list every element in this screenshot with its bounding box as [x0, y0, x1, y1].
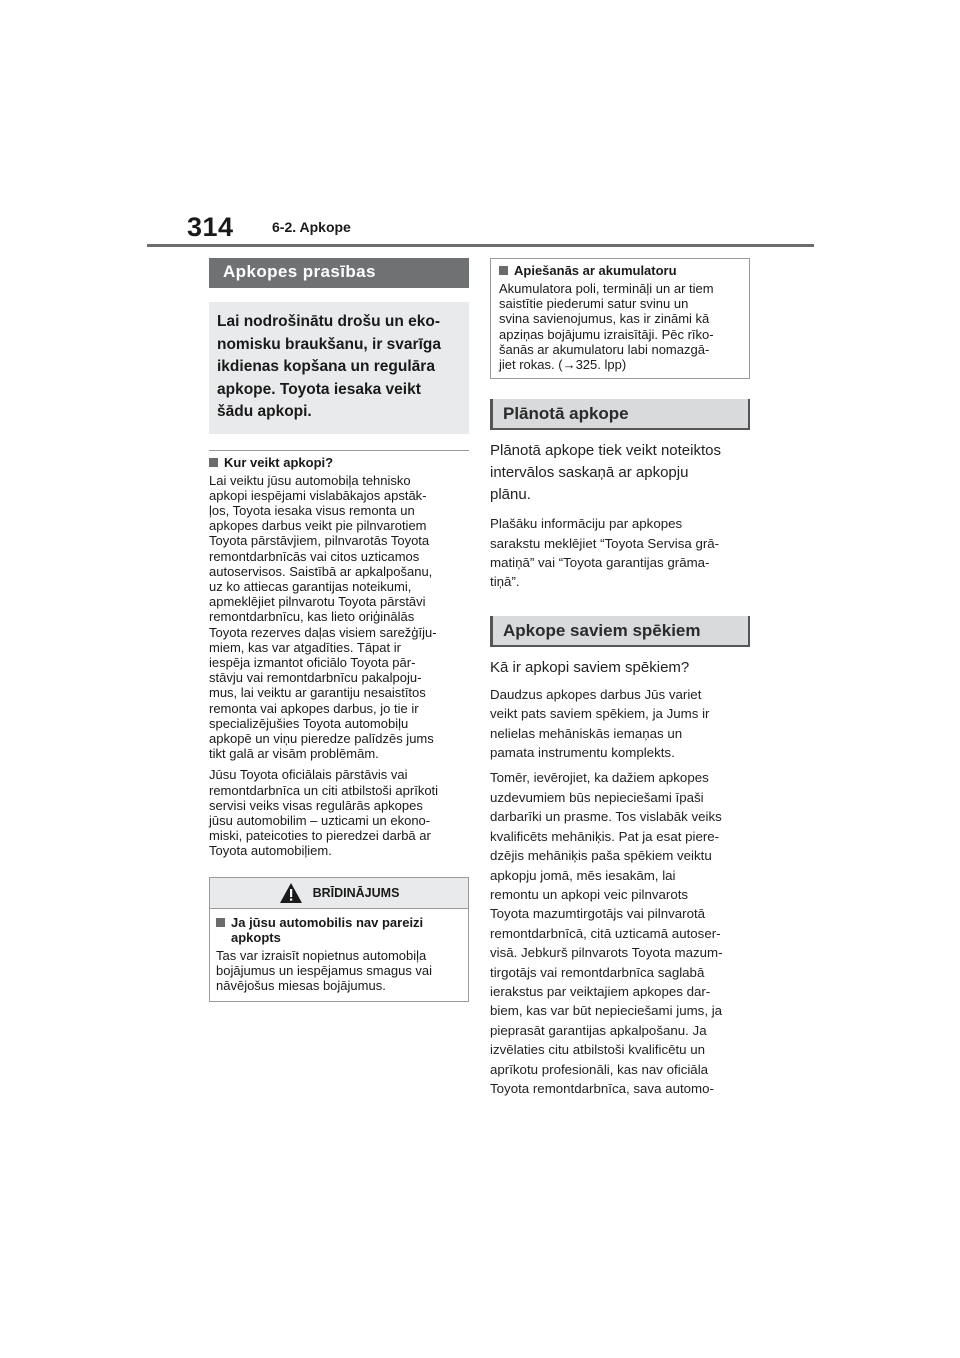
warning-triangle-icon	[279, 882, 303, 904]
intro-box	[209, 302, 469, 434]
warning-header	[210, 878, 468, 909]
section-title: 6-2. Apkope	[272, 219, 351, 235]
intro-line: Lai nodrošinātu drošu un eko-	[217, 313, 441, 330]
right-column	[490, 258, 750, 1098]
square-bullet-icon	[499, 266, 508, 275]
square-bullet-icon	[216, 918, 225, 927]
warning-heading: Ja jūsu automobilis nav pareizi apkopts	[216, 915, 462, 945]
header-divider	[147, 244, 814, 247]
battery-heading: Apiešanās ar akumulatoru	[499, 263, 741, 278]
intro-line: šādu apkopi.	[217, 403, 312, 420]
intro-line: nomisku braukšanu, ir svarīga	[217, 335, 441, 353]
planned-text: Plašāku informāciju par apkopes sarakstu meklējiet “Toyota Servisa grā- matiņā” vai “Toyota garantijas grāma- tiņā”.	[490, 516, 720, 590]
warning-box	[209, 877, 469, 1003]
where-paragraph-2: Jūsu Toyota oficiālais pārstāvis vai remontdarbnīca un citi atbilstoši aprīkoti servisi veiks visas regulārās apkopes jūsu automobilim – uzticami un ekono- miski, pateicoties to pieredzei darbā ar Toyota automobiļiem.	[209, 767, 439, 859]
diy-maintenance-heading: Apkope saviem spēkiem	[490, 616, 750, 647]
diy-paragraph-2: Tomēr, ievērojiet, ka dažiem apkopes uzdevumiem būs nepieciešami īpaši darbarīki un prasme. Tos vislabāk veiks kvalificēts mehāniķis. Pat ja esat piere- dzējis mehāniķis paša spēkiem veiktu apkopju jomā, mēs iesakām, lai remontu un apkopi veic pilnvarots Toyota mazumtirgotājs vai pilnvarotā remontdarbnīcā, citā uzticamā autoser- visā. Jebkurš pilnvarots Toyota mazum- tirgotājs vai remontdarbnīca saglabā ierakstus par veiktajiem apkopes dar- biem, kas var būt nepieciešami jums, ja pieprasāt garantijas apkalpošanu. Ja izvēlaties citu atbilstoši kvalificētu un aprīkotu profesionāli, kas nav oficiāla Toyota remontdarbnīca, sava automo-	[490, 770, 723, 1096]
battery-info-box	[490, 258, 750, 379]
square-bullet-icon	[209, 458, 218, 467]
planned-maintenance-heading: Plānotā apkope	[490, 399, 750, 430]
warning-text: Tas var izraisīt nopietnus automobiļa bojājumus un iespējamus smagus vai nāvējošus miesas bojājumus.	[216, 947, 433, 993]
battery-text: Akumulatora poli, termināļi un ar tiem saistītie piederumi satur svinu un svina savienojumus, kas ir zināmi kā apziņas bojājumu izraisītāji. Pēc rīko- šanās ar akumulatoru labi nomazgā- jiet rokas. (→325. lpp)	[499, 281, 714, 373]
planned-lead: Plānotā apkope tiek veikt noteiktos intervālos saskaņā ar apkopju plānu.	[490, 442, 721, 504]
diy-paragraph-1: Daudzus apkopes darbus Jūs variet veikt pats saviem spēkiem, ja Jums ir nelielas mehāniskās iemaņas un pamata instrumentu komplekts.	[490, 686, 710, 761]
section-title-bar: Apkopes prasības	[209, 258, 469, 288]
intro-line: apkope. Toyota iesaka veikt	[217, 380, 421, 398]
warning-label: BRĪDINĀJUMS	[312, 885, 400, 900]
intro-line: ikdienas kopšana un regulāra	[217, 358, 435, 375]
left-column	[209, 258, 469, 1002]
page-number: 314	[187, 212, 234, 242]
where-heading: Kur veikt apkopi?	[209, 455, 469, 470]
where-paragraph-1: Lai veiktu jūsu automobiļa tehnisko apkopi iespējami vislabākajos apstāk- ļos, Toyota iesaka visus remonta un apkopes darbus veikt pie pilnvarotiem Toyota pārstāvjiem, pilnvarotās Toyota remontdarbnīcās vai citos uzticamos autoservisos. Saistībā ar apkalpošanu, uz ko attiecas garantijas noteikumi, apmeklējiet pilnvarotu Toyota pārstāvi remontdarbnīcu, kas lieto oriģinālās Toyota rezerves daļas visiem sarežģīju- miem, kas var atgadīties. Tāpat ir iespēja izmantot oficiālo Toyota pār- stāvju vai remontdarbnīcu pakalpoju- mus, lai veiktu ar garantiju nesaistītos remonta vai apkopes darbus, jo tie ir specializējušies Toyota automobiļu apkopē un viņu pieredze palīdzēs jums tikt galā ar visām problēmām.	[209, 472, 437, 762]
diy-lead: Kā ir apkopi saviem spēkiem?	[490, 658, 690, 676]
